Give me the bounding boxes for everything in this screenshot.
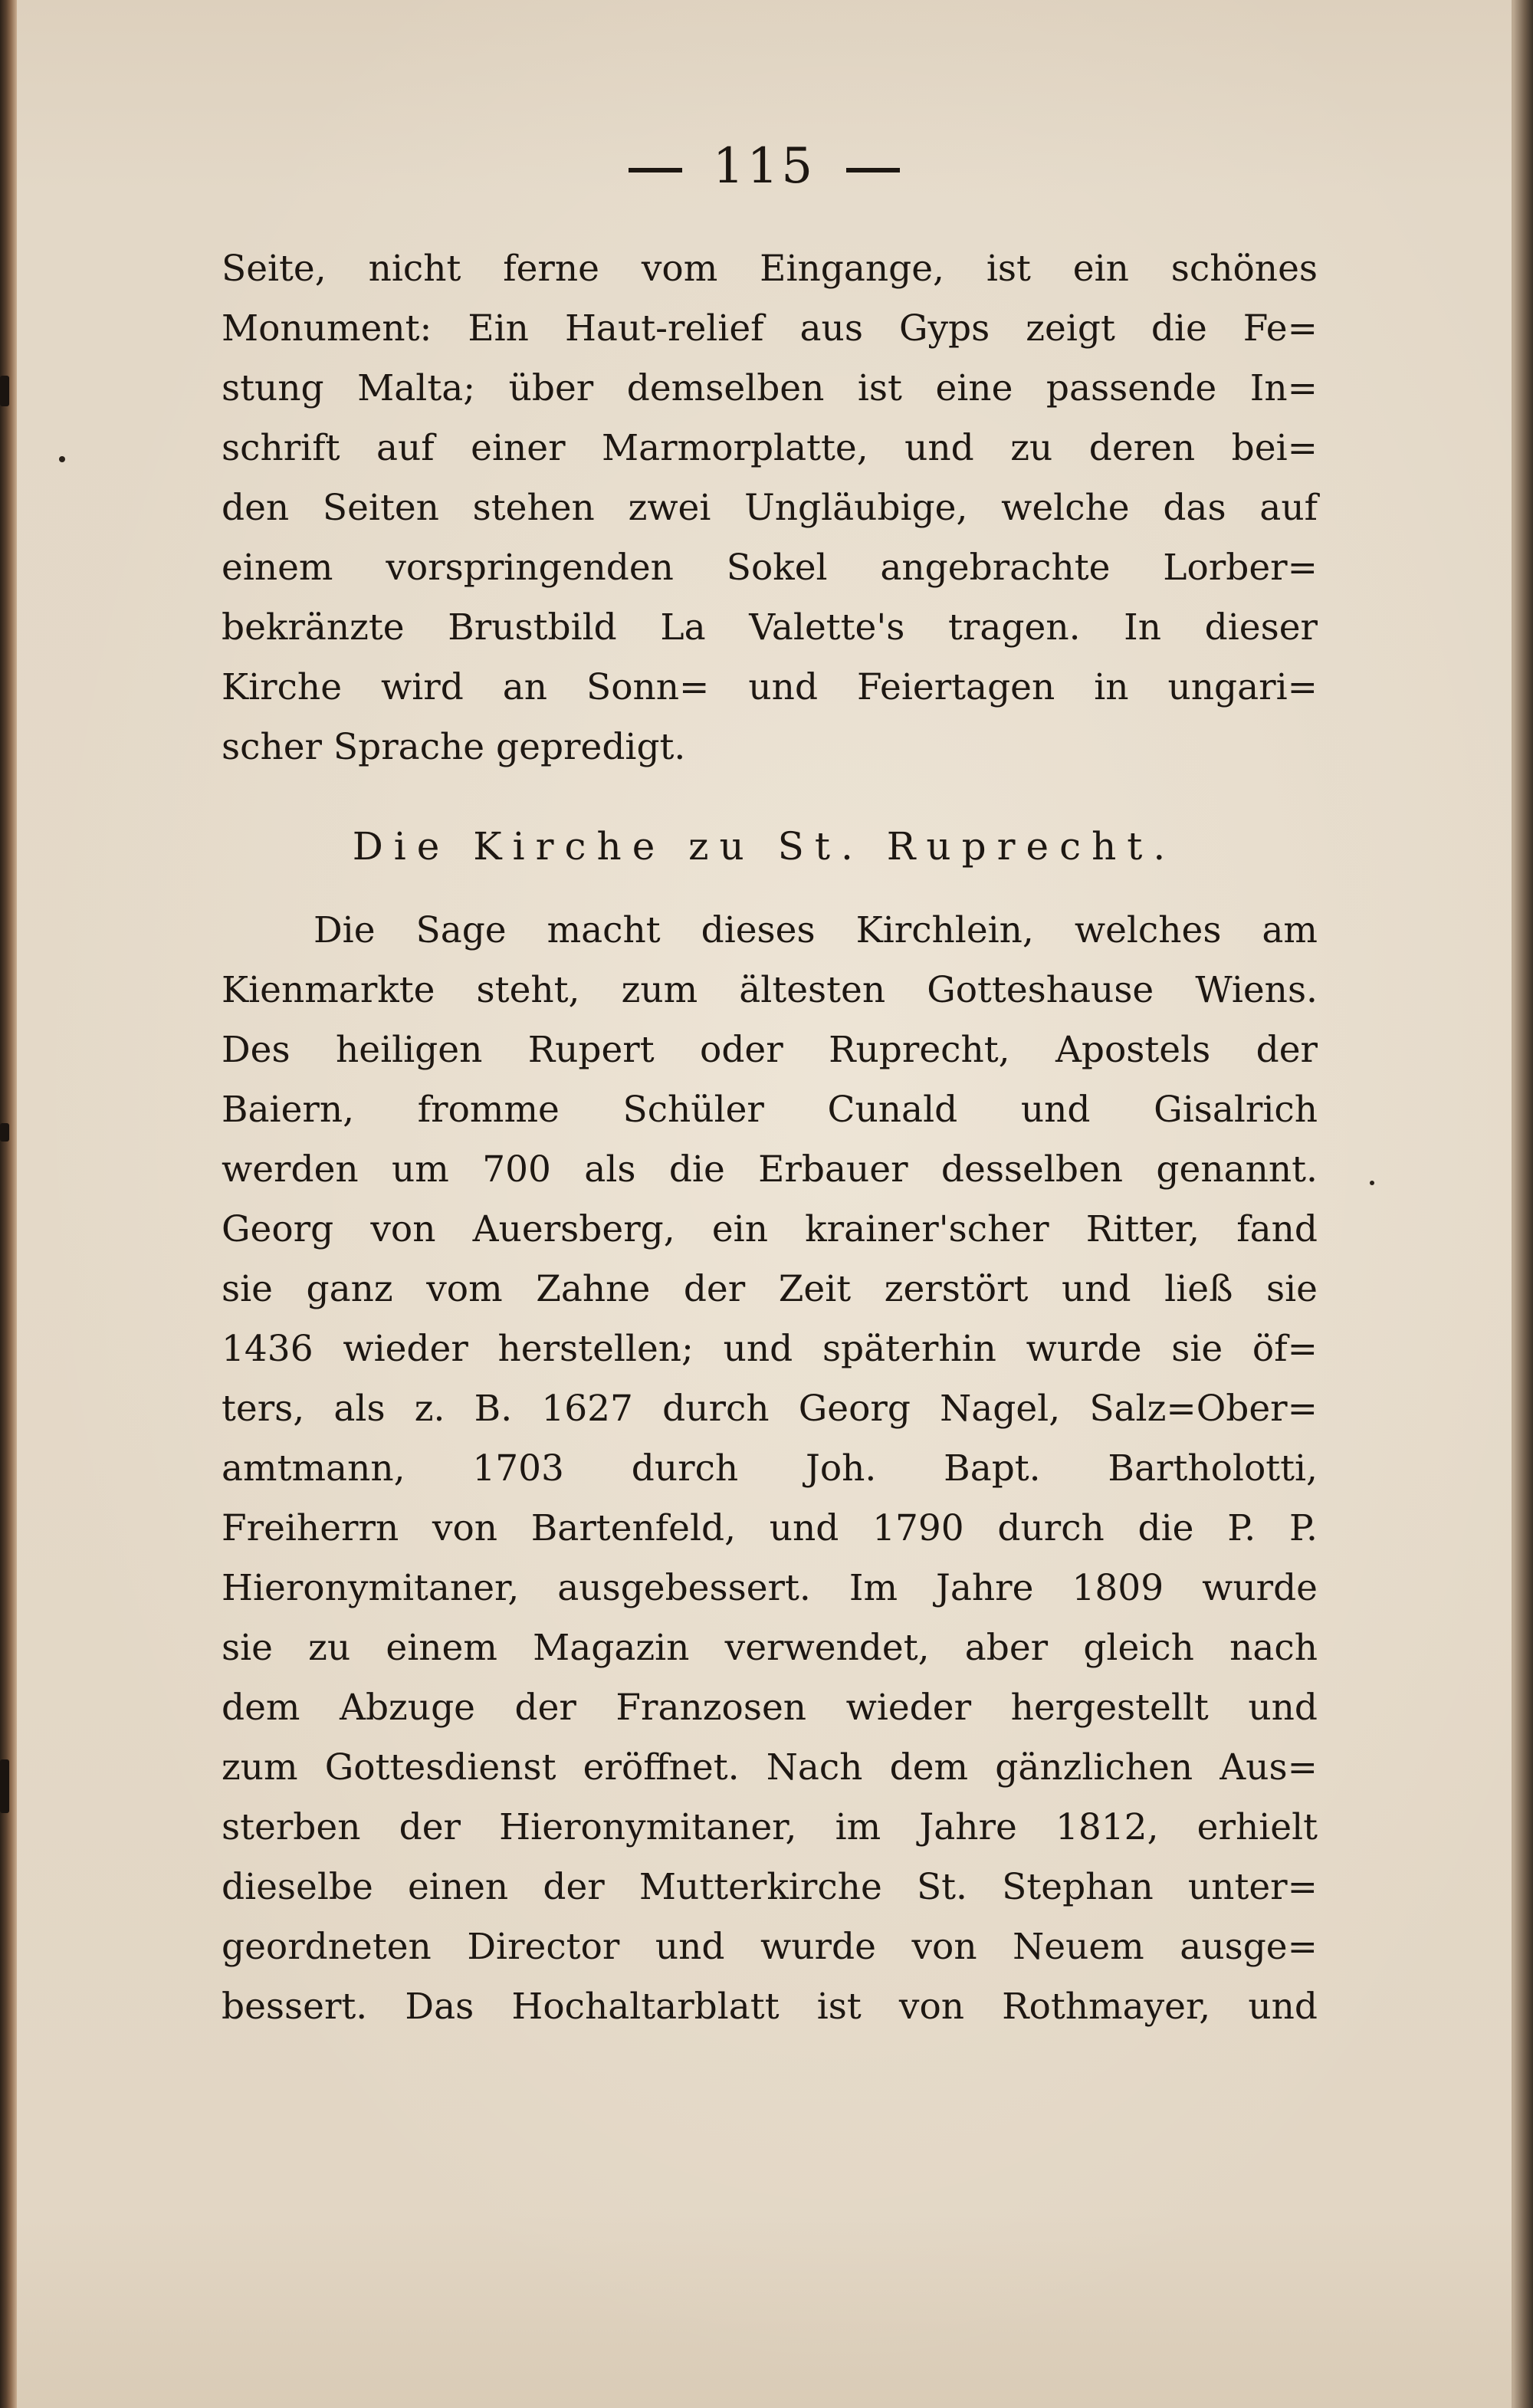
text-line: Des heiligen Rupert oder Ruprecht, Apostels der: [222, 1029, 1318, 1071]
left-edge-mark-top: [0, 376, 9, 406]
text-line: Baiern, fromme Schüler Cunald und Gisalrich: [222, 1089, 1318, 1131]
text-line: Kienmarkte steht, zum ältesten Gotteshause Wiens.: [222, 969, 1318, 1011]
text-line: Georg von Auersberg, ein krainer'scher Ritter, fand: [222, 1208, 1318, 1250]
text-line: Freiherrn von Bartenfeld, und 1790 durch die P. P.: [222, 1507, 1318, 1549]
text-line: Hieronymitaner, ausgebessert. Im Jahre 1809 wurde: [222, 1567, 1318, 1609]
text-line: sie zu einem Magazin verwendet, aber gleich nach: [222, 1627, 1318, 1669]
text-line: Die Sage macht dieses Kirchlein, welches am: [313, 909, 1318, 951]
page-number: 115: [712, 138, 816, 195]
text-line: Kirche wird an Sonn= und Feiertagen in ungari=: [222, 666, 1318, 708]
section-heading: Die Kirche zu St. Ruprecht.: [352, 824, 1177, 869]
text-line: Seite, nicht ferne vom Eingange, ist ein schönes: [222, 248, 1318, 290]
left-edge-mark-middle: [0, 1123, 9, 1142]
paper-speck: [1370, 1181, 1374, 1185]
text-line: ters, als z. B. 1627 durch Georg Nagel, Salz=Ober=: [222, 1388, 1318, 1430]
text-line: stung Malta; über demselben ist eine passende In=: [222, 367, 1318, 409]
text-line: sterben der Hieronymitaner, im Jahre 1812, erhielt: [222, 1806, 1318, 1848]
book-page: [17, 0, 1512, 2408]
header-dash-left: [629, 168, 682, 172]
text-line: amtmann, 1703 durch Joh. Bapt. Bartholotti,: [222, 1447, 1318, 1490]
text-line: sie ganz vom Zahne der Zeit zerstört und ließ sie: [222, 1268, 1318, 1310]
text-line: bekränzte Brustbild La Valette's tragen. In dieser: [222, 606, 1318, 649]
page-header: [17, 138, 1512, 195]
text-line: schrift auf einer Marmorplatte, und zu deren bei=: [222, 427, 1318, 469]
text-line: dem Abzuge der Franzosen wieder hergestellt und: [222, 1687, 1318, 1729]
left-edge-mark-bottom: [0, 1759, 9, 1813]
text-line: 1436 wieder herstellen; und späterhin wurde sie öf=: [222, 1328, 1318, 1370]
text-line: scher Sprache gepredigt.: [222, 726, 686, 768]
text-line: zum Gottesdienst eröffnet. Nach dem gänzlichen Aus=: [222, 1746, 1318, 1789]
paper-speck: [59, 456, 65, 462]
header-dash-right: [846, 168, 900, 172]
text-line: bessert. Das Hochaltarblatt ist von Rothmayer, und: [222, 1986, 1318, 2028]
text-line: Monument: Ein Haut-relief aus Gyps zeigt die Fe=: [222, 307, 1318, 350]
text-line: werden um 700 als die Erbauer desselben genannt.: [222, 1148, 1318, 1191]
text-line: den Seiten stehen zwei Ungläubige, welche das auf: [222, 487, 1318, 529]
text-line: einem vorspringenden Sokel angebrachte Lorber=: [222, 547, 1318, 589]
text-line: geordneten Director und wurde von Neuem ausge=: [222, 1926, 1318, 1968]
text-line: dieselbe einen der Mutterkirche St. Stephan unter=: [222, 1866, 1318, 1908]
